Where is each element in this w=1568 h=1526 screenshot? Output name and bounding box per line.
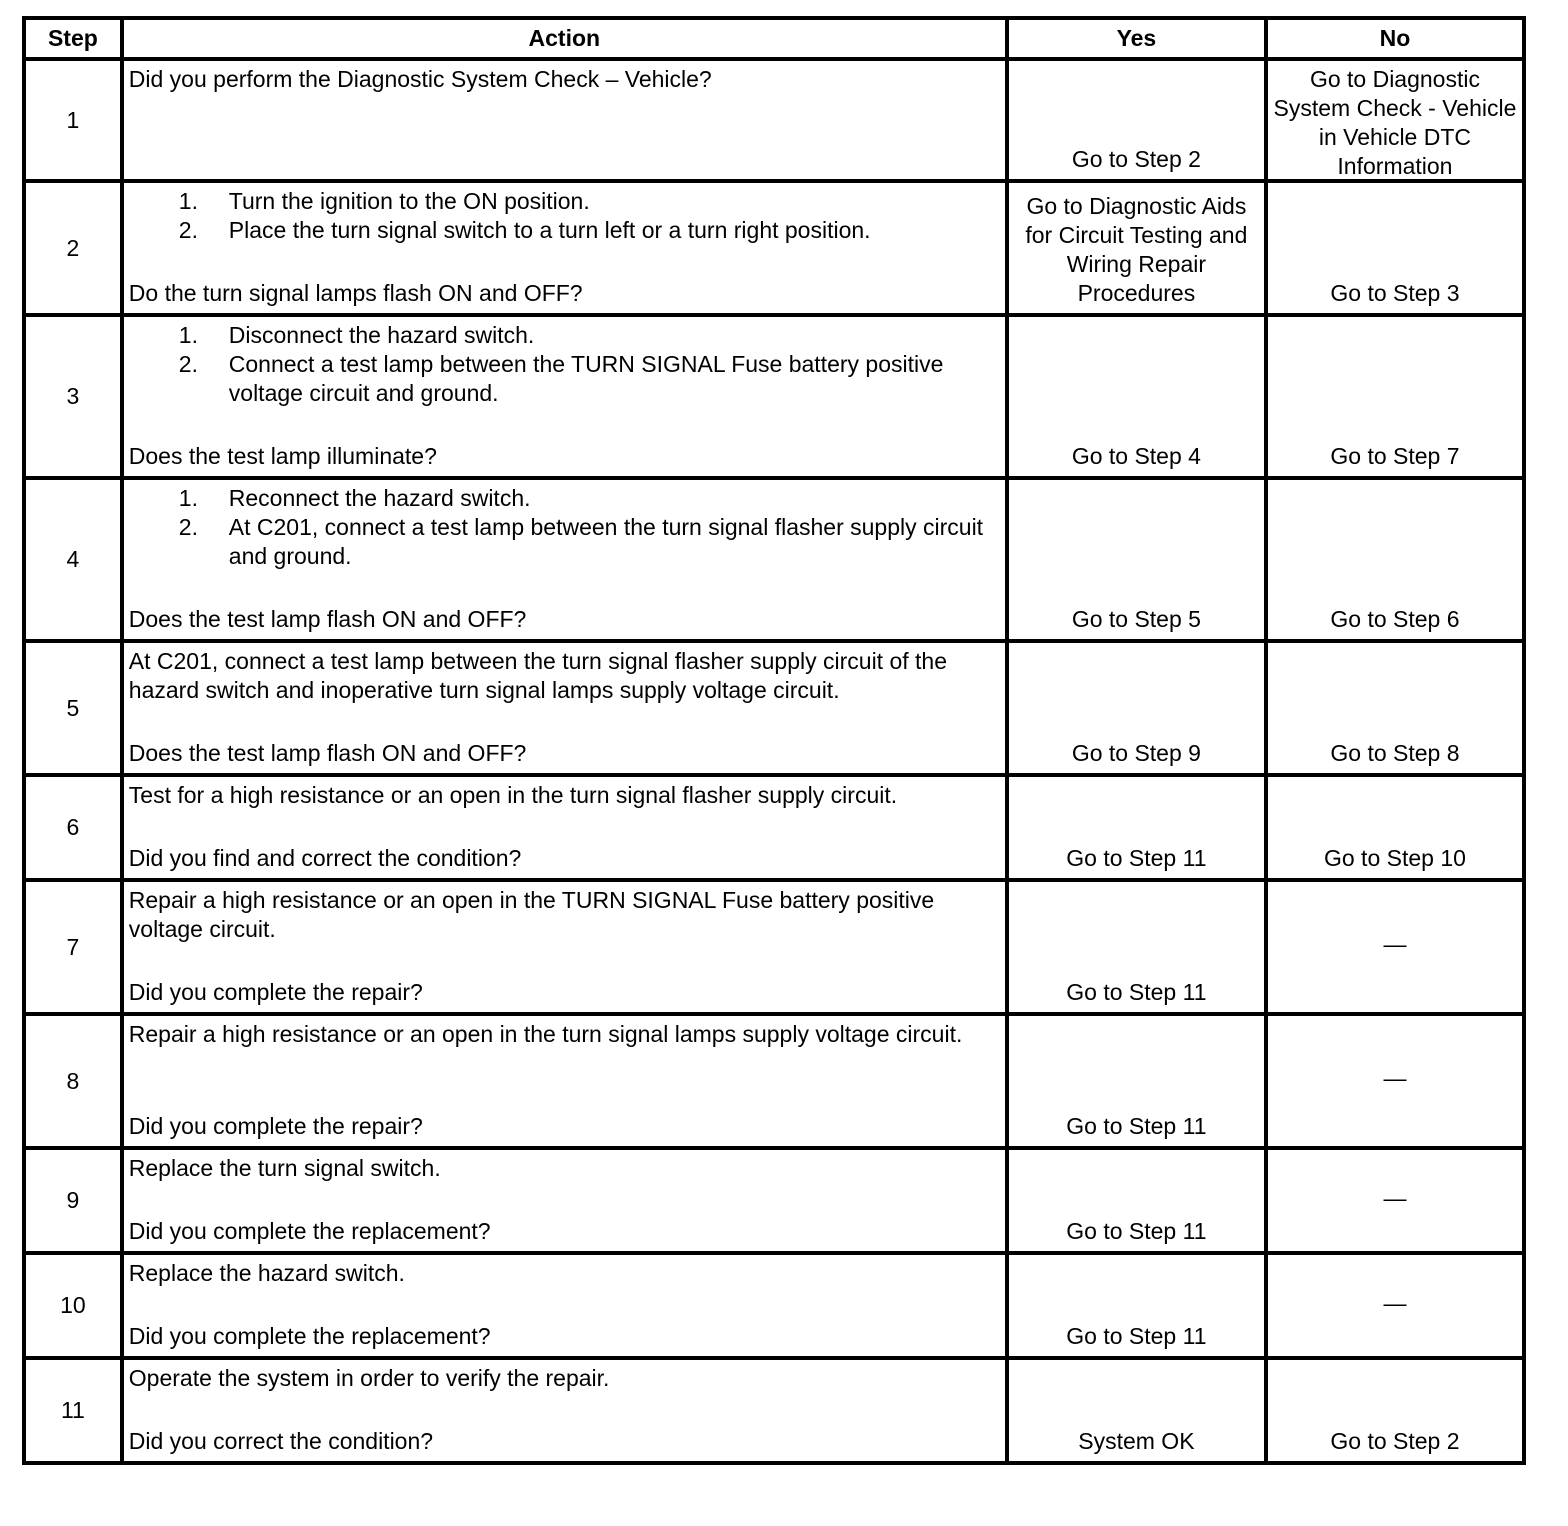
table-row (24, 1253, 1524, 1358)
list-item-text: Reconnect the hazard switch. (228, 485, 531, 511)
action-steps-list (129, 321, 999, 408)
list-item-text: Disconnect the hazard switch. (228, 322, 535, 348)
list-item-number: 2. (178, 514, 198, 540)
table-row (24, 59, 1524, 181)
table-row (24, 775, 1524, 880)
action-question: Did you complete the replacement? (128, 1218, 491, 1244)
list-item-text: Turn the ignition to the ON position. (228, 188, 590, 214)
yes-result: Go to Step 4 (1071, 443, 1201, 469)
table-row (24, 641, 1524, 775)
action-cell (122, 880, 1007, 1014)
yes-result: Go to Step 2 (1071, 146, 1201, 172)
action-cell (122, 59, 1007, 181)
table-row (24, 1148, 1524, 1253)
no-result: Go to Step 10 (1323, 845, 1466, 871)
yes-cell (1007, 478, 1266, 641)
action-question: Does the test lamp illuminate? (128, 443, 437, 469)
action-steps-list (129, 187, 999, 245)
action-cell (122, 641, 1007, 775)
no-cell (1266, 315, 1524, 478)
action-question: Do the turn signal lamps flash ON and OFF? (128, 280, 583, 306)
action-cell (122, 1148, 1007, 1253)
action-question: Did you complete the repair? (128, 979, 423, 1005)
step-number: 4 (24, 478, 122, 641)
yes-result: Go to Step 9 (1071, 740, 1201, 766)
list-item (179, 350, 999, 408)
list-item-text: At C201, connect a test lamp between the turn signal flasher supply circuit and ground. (228, 514, 984, 569)
action-cell (122, 1253, 1007, 1358)
step-number: 1 (24, 59, 122, 181)
no-result: — (1383, 1289, 1407, 1316)
step-number: 9 (24, 1148, 122, 1253)
action-cell (122, 1358, 1007, 1463)
action-question: Did you find and correct the condition? (128, 845, 522, 871)
yes-cell (1007, 1358, 1266, 1463)
no-cell (1266, 880, 1524, 1014)
action-cell (122, 478, 1007, 641)
yes-cell (1007, 315, 1266, 478)
action-cell (122, 1014, 1007, 1148)
yes-result: Go to Step 5 (1071, 606, 1201, 632)
list-item-number: 2. (178, 217, 198, 243)
header-action: Action (122, 18, 1007, 59)
no-cell (1266, 775, 1524, 880)
no-result: Go to Step 6 (1330, 606, 1460, 632)
yes-cell (1007, 641, 1266, 775)
no-cell (1266, 478, 1524, 641)
list-item-text: Connect a test lamp between the TURN SIGNAL Fuse battery positive voltage circuit and ground. (228, 351, 944, 406)
list-item (179, 513, 999, 571)
no-cell (1266, 1253, 1524, 1358)
yes-result: Go to Diagnostic Aids for Circuit Testing and Wiring Repair Procedures (1025, 193, 1248, 306)
step-number: 2 (24, 181, 122, 315)
table-row (24, 478, 1524, 641)
yes-cell (1007, 181, 1266, 315)
no-result: — (1383, 931, 1407, 957)
no-cell (1266, 181, 1524, 315)
no-result: — (1383, 1184, 1407, 1211)
action-cell (122, 775, 1007, 880)
yes-cell (1007, 1148, 1266, 1253)
yes-result: System OK (1078, 1428, 1195, 1454)
yes-cell (1007, 59, 1266, 181)
action-question: Did you complete the repair? (128, 1113, 423, 1139)
action-text: Repair a high resistance or an open in the turn signal lamps supply voltage circuit. (128, 1021, 963, 1047)
action-question: Does the test lamp flash ON and OFF? (128, 740, 527, 766)
table-row (24, 1014, 1524, 1148)
list-item-number: 1. (178, 322, 198, 348)
step-number: 7 (24, 880, 122, 1014)
yes-cell (1007, 775, 1266, 880)
action-question: Did you complete the replacement? (128, 1323, 491, 1349)
diagnostic-table (22, 16, 1526, 1465)
no-cell (1266, 1358, 1524, 1463)
table-body (24, 59, 1524, 1463)
action-cell (122, 181, 1007, 315)
action-question: Does the test lamp flash ON and OFF? (128, 606, 527, 632)
yes-cell (1007, 1014, 1266, 1148)
list-item (179, 484, 999, 513)
yes-result: Go to Step 11 (1066, 1218, 1207, 1244)
action-text: Did you perform the Diagnostic System Check – Vehicle? (128, 66, 712, 92)
header-row (24, 18, 1524, 59)
yes-result: Go to Step 11 (1066, 1113, 1207, 1139)
action-question: Did you correct the condition? (128, 1428, 434, 1454)
yes-cell (1007, 880, 1266, 1014)
list-item-number: 1. (178, 188, 198, 214)
action-text: Replace the hazard switch. (128, 1260, 405, 1286)
yes-cell (1007, 1253, 1266, 1358)
table-row (24, 181, 1524, 315)
no-cell (1266, 641, 1524, 775)
list-item (179, 187, 999, 216)
action-text: Repair a high resistance or an open in the TURN SIGNAL Fuse battery positive voltage circuit. (128, 887, 935, 942)
step-number: 10 (24, 1253, 122, 1358)
yes-result: Go to Step 11 (1066, 979, 1207, 1005)
action-steps-list (129, 484, 999, 571)
list-item (179, 216, 999, 245)
no-cell (1266, 1148, 1524, 1253)
no-cell (1266, 59, 1524, 181)
header-step: Step (24, 18, 122, 59)
step-number: 5 (24, 641, 122, 775)
no-result: Go to Step 2 (1330, 1428, 1460, 1454)
no-result: Go to Step 3 (1330, 280, 1460, 306)
no-result: Go to Diagnostic System Check - Vehicle in Vehicle DTC Information (1273, 66, 1517, 179)
no-result: Go to Step 8 (1330, 740, 1460, 766)
action-text: At C201, connect a test lamp between the turn signal flasher supply circuit of the hazard switch and inoperative turn signal lamps supply voltage circuit. (128, 648, 948, 703)
no-result: Go to Step 7 (1330, 443, 1460, 469)
list-item-number: 1. (178, 485, 198, 511)
step-number: 3 (24, 315, 122, 478)
no-result: — (1383, 1065, 1407, 1091)
table-row (24, 880, 1524, 1014)
yes-result: Go to Step 11 (1066, 845, 1207, 871)
header-no: No (1266, 18, 1524, 59)
step-number: 6 (24, 775, 122, 880)
step-number: 11 (24, 1358, 122, 1463)
action-text: Replace the turn signal switch. (128, 1155, 441, 1181)
list-item-number: 2. (178, 351, 198, 377)
list-item-text: Place the turn signal switch to a turn left or a turn right position. (228, 217, 871, 243)
table-row (24, 1358, 1524, 1463)
list-item (179, 321, 999, 350)
action-text: Test for a high resistance or an open in the turn signal flasher supply circuit. (128, 782, 898, 808)
header-yes: Yes (1007, 18, 1266, 59)
table-row (24, 315, 1524, 478)
yes-result: Go to Step 11 (1066, 1323, 1207, 1349)
action-cell (122, 315, 1007, 478)
no-cell (1266, 1014, 1524, 1148)
action-text: Operate the system in order to verify the repair. (128, 1365, 610, 1391)
step-number: 8 (24, 1014, 122, 1148)
